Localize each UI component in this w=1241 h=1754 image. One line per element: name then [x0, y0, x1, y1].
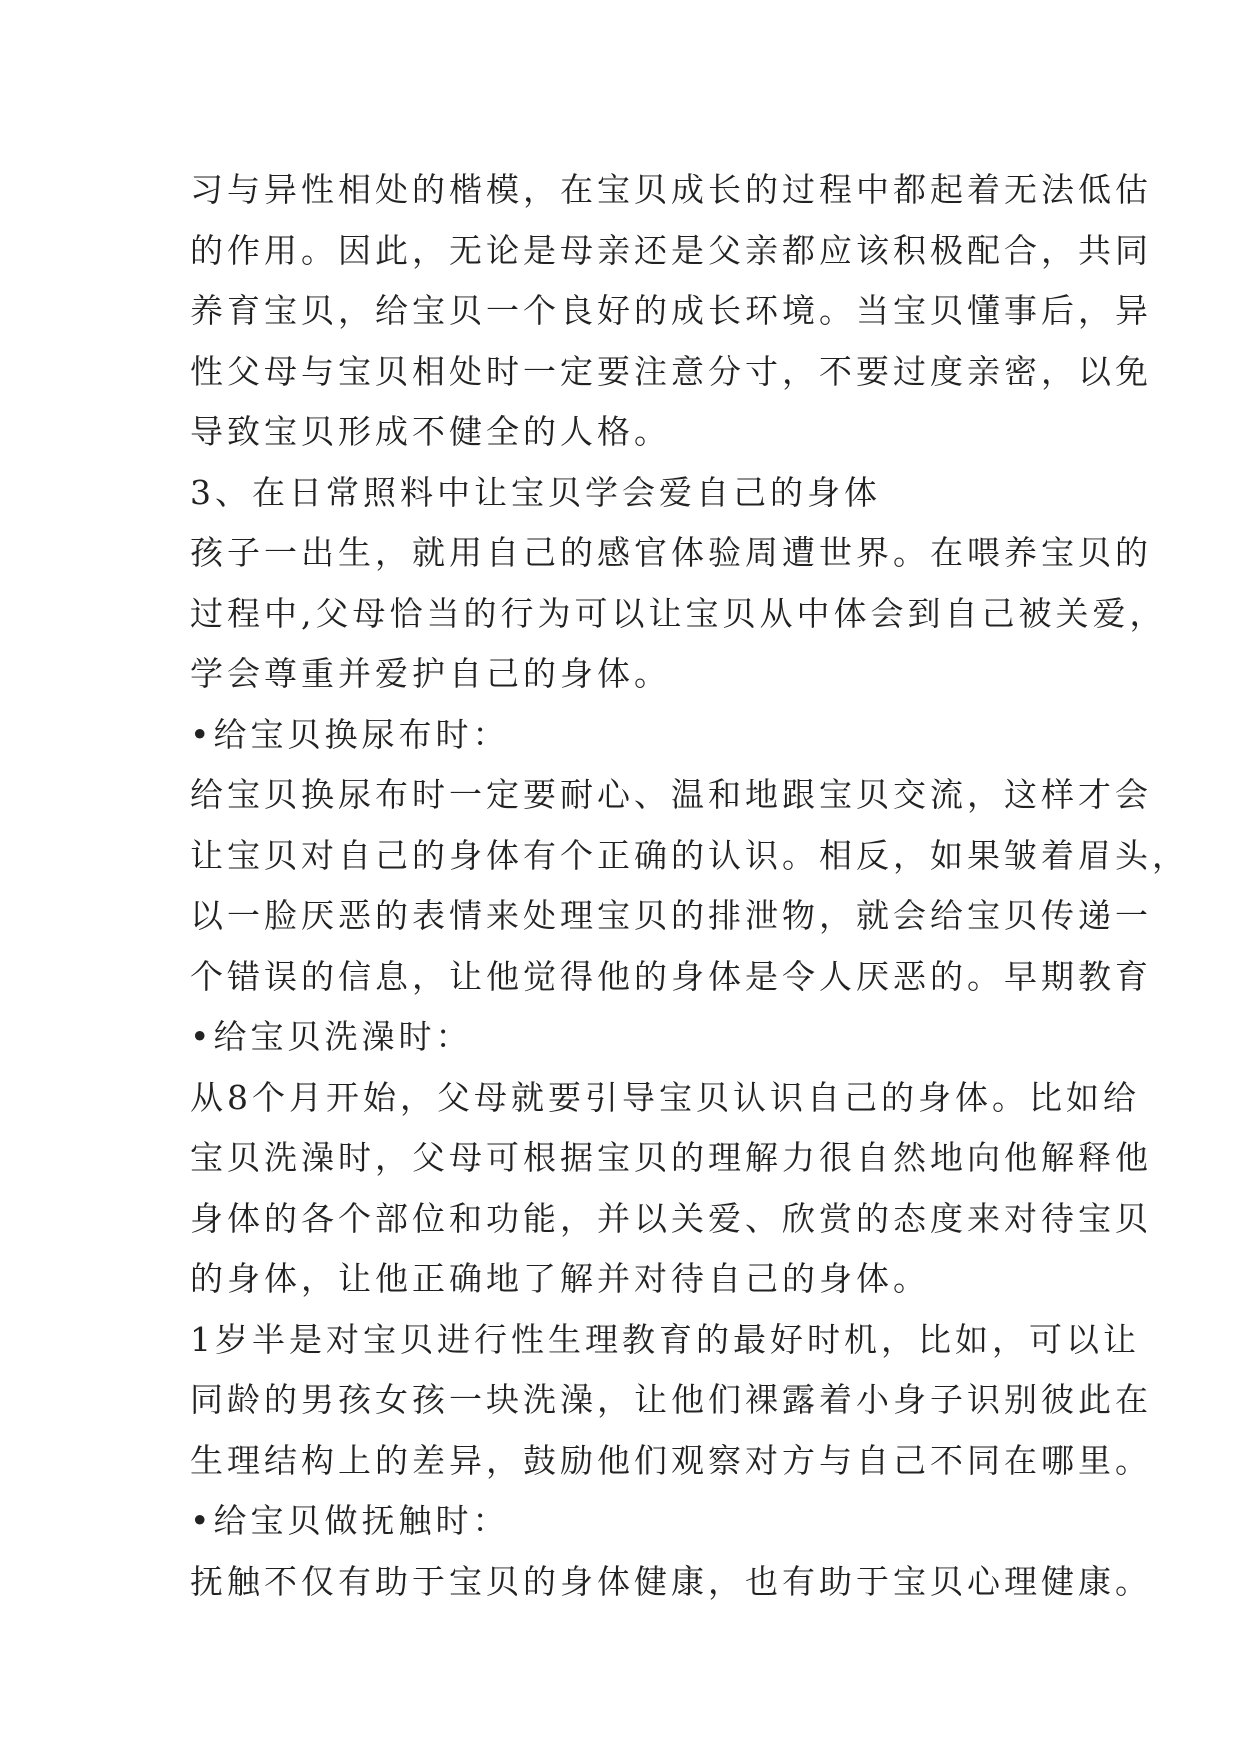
paragraph-line: 让宝贝对自己的身体有个正确的认识。相反，如果皱着眉头，: [190, 835, 1189, 875]
section-heading: 3、在日常照料中让宝贝学会爱自己的身体: [190, 472, 881, 512]
bullet-heading: •给宝贝洗澡时：: [190, 1017, 473, 1056]
paragraph-line: 个错误的信息，让他觉得他的身体是令人厌恶的。早期教育: [190, 956, 1152, 996]
paragraph-line: 以一脸厌恶的表情来处理宝贝的排泄物，就会给宝贝传递一: [190, 896, 1152, 935]
bullet-heading: •给宝贝做抚触时：: [190, 1501, 510, 1540]
paragraph-line: 抚触不仅有助于宝贝的身体健康，也有助于宝贝心理健康。: [190, 1561, 1152, 1601]
paragraph-line: 1岁半是对宝贝进行性生理教育的最好时机，比如，可以让: [190, 1319, 1140, 1359]
paragraph-line: 给宝贝换尿布时一定要耐心、温和地跟宝贝交流，这样才会: [190, 775, 1152, 814]
paragraph-line: 性父母与宝贝相处时一定要注意分寸，不要过度亲密，以免: [190, 351, 1152, 391]
paragraph-line: 的作用。因此，无论是母亲还是父亲都应该积极配合，共同: [190, 230, 1152, 270]
body-text: [190, 160, 1189, 1612]
paragraph-line: 孩子一出生，就用自己的感官体验周遭世界。在喂养宝贝的: [190, 533, 1152, 572]
paragraph-line: 养育宝贝，给宝贝一个良好的成长环境。当宝贝懂事后，异: [190, 291, 1152, 330]
paragraph-line: 学会尊重并爱护自己的身体。: [190, 654, 671, 693]
paragraph-line: 习与异性相处的楷模，在宝贝成长的过程中都起着无法低估: [190, 170, 1152, 209]
paragraph-line: 身体的各个部位和功能，并以关爱、欣赏的态度来对待宝贝: [190, 1198, 1152, 1238]
paragraph-line: 生理结构上的差异，鼓励他们观察对方与自己不同在哪里。: [190, 1440, 1152, 1480]
paragraph-line: 过程中,父母恰当的行为可以让宝贝从中体会到自己被关爱，: [190, 593, 1167, 633]
paragraph-line: 同龄的男孩女孩一块洗澡，让他们裸露着小身子识别彼此在: [190, 1380, 1152, 1419]
paragraph-line: 导致宝贝形成不健全的人格。: [190, 412, 671, 451]
paragraph-line: 的身体，让他正确地了解并对待自己的身体。: [190, 1259, 930, 1298]
bullet-heading: •给宝贝换尿布时：: [190, 714, 510, 754]
paragraph-line: 宝贝洗澡时，父母可根据宝贝的理解力很自然地向他解释他: [190, 1138, 1152, 1177]
paragraph-line: 从8个月开始，父母就要引导宝贝认识自己的身体。比如给: [190, 1077, 1140, 1117]
